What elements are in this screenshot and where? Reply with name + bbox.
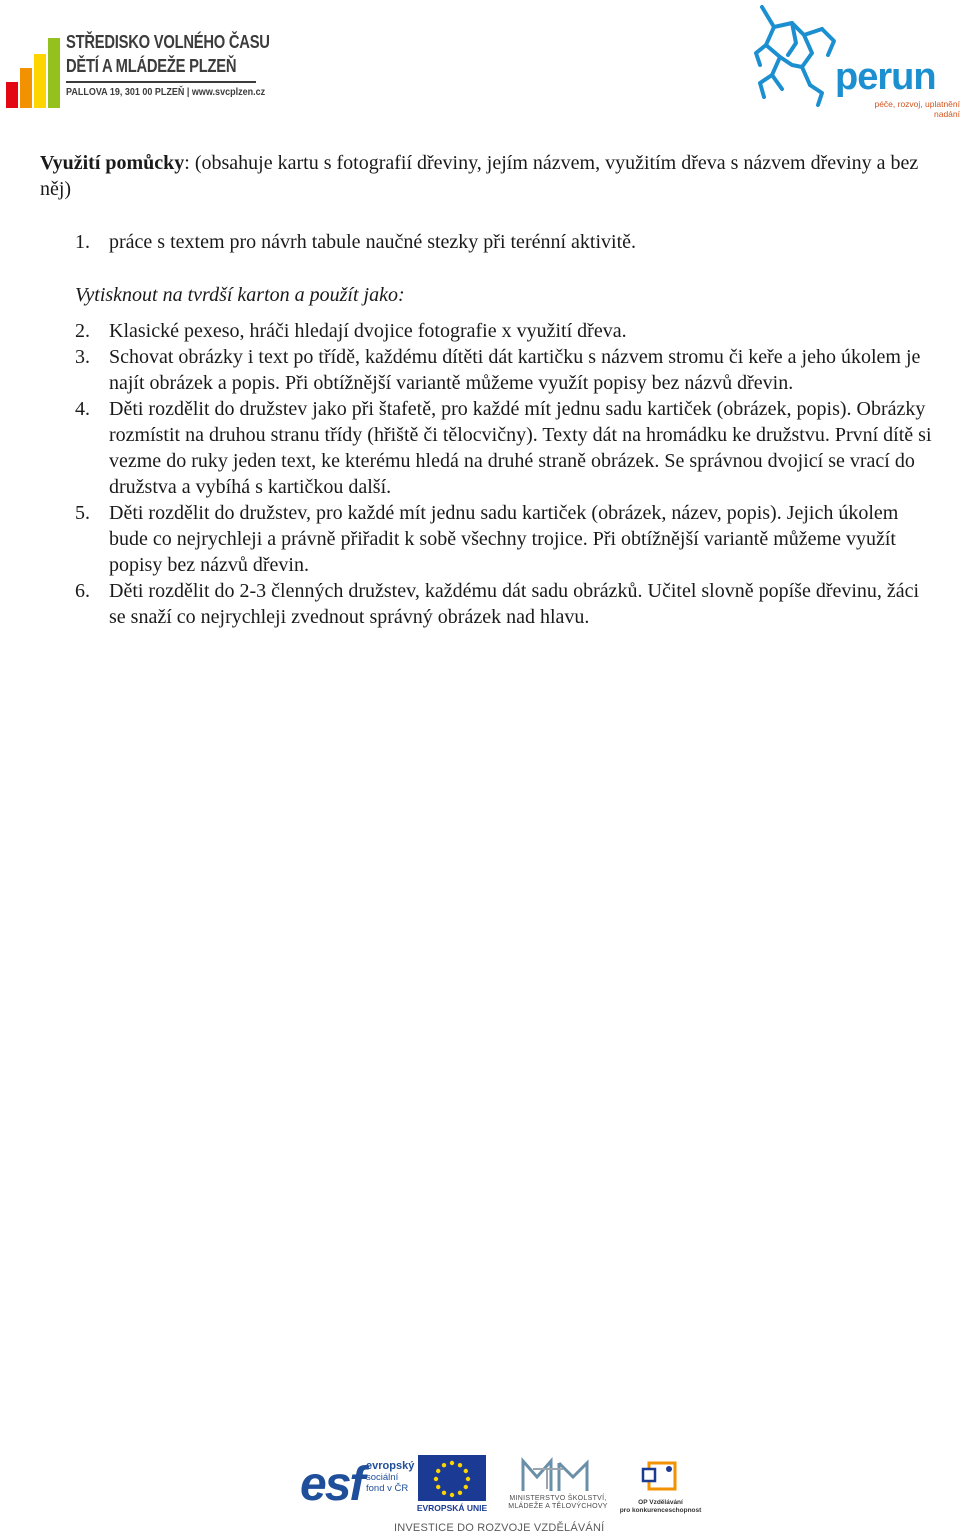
svc-name-line1: STŘEDISKO VOLNÉHO ČASU: [66, 32, 270, 52]
list-item-number: 3.: [75, 346, 90, 368]
perun-lightning-icon: [752, 5, 842, 113]
list-item-text: práce s textem pro návrh tabule naučné stezky při terénní aktivitě.: [109, 231, 637, 253]
eu-flag-icon: [418, 1455, 486, 1501]
list-item-number: 4.: [75, 398, 90, 420]
eu-label: EVROPSKÁ UNIE: [416, 1503, 488, 1513]
op-line2: pro konkurenceschopnost: [619, 1506, 702, 1514]
svc-address: PALLOVA 19, 301 00 PLZEŇ | www.svcplzen.cz: [66, 87, 266, 98]
msmt-line2: MLÁDEŽE A TĚLOVÝCHOVY: [508, 1503, 608, 1510]
list-item: [40, 229, 940, 255]
list-item-number: 5.: [75, 502, 90, 524]
list-item-text: Děti rozdělit do družstev jako při štafetě, pro každé mít jednu sadu kartiček (obrázek, popis). Obrázky rozmístit na druhou stranu třídy (hřiště či tělocvičny). Texty dát na hromádku ke družstvu. První dítě si vezme do ruky jeden text, ke kterému hledá na druhé straně obrázek. Se správnou dvojicí se vrací do družstva a vybíhá s kartičkou další.: [109, 398, 932, 498]
eu-logo: [418, 1455, 486, 1517]
op-vk-mark-icon: [623, 1457, 698, 1497]
msmt-label: [503, 1495, 613, 1511]
op-vk-logo: [619, 1457, 702, 1517]
list-item-number: 2.: [75, 320, 90, 342]
esf-mark: esf: [300, 1458, 364, 1511]
op-line1: OP Vzdělávání: [638, 1499, 683, 1506]
msmt-line1: MINISTERSTVO ŠKOLSTVÍ,: [509, 1495, 607, 1502]
list-item: [40, 500, 940, 578]
list-item-text: Děti rozdělit do družstev, pro každé mít jednu sadu kartiček (obrázek, název, popis). Jejich úkolem bude co nejrychleji a právně přiřadit k sobě všechny trojice. Při obtížnější variantě můžeme využít popisy bez názvů dřevin.: [109, 502, 899, 576]
intro-text: : (obsahuje kartu s fotografií dřeviny, jejím názvem, využitím dřeva s názvem dřeviny a bez něj): [40, 152, 919, 200]
subheading: [75, 282, 940, 308]
perun-tagline-line2: nadání: [934, 109, 960, 119]
svc-colored-bars-icon: [4, 30, 62, 110]
list-item: [40, 396, 940, 500]
esf-line3: fond v ČR: [366, 1483, 409, 1494]
perun-tagline: [848, 99, 960, 119]
investment-slogan: INVESTICE DO ROZVOJE VZDĚLÁVÁNÍ: [394, 1522, 605, 1534]
intro-paragraph: [40, 150, 940, 202]
op-vk-label: [619, 1499, 702, 1514]
list-item-text: Schovat obrázky i text po třídě, každému dítěti dát kartičku s názvem stromu či keře a jeho úkolem je najít obrázek a popis. Při obtížnější variantě můžeme využít popisy bez názvů dřevin.: [109, 346, 921, 394]
esf-line2: sociální: [366, 1472, 399, 1483]
perun-logo: [752, 5, 960, 119]
list-item: [40, 578, 940, 630]
eu-stars-icon: [418, 1455, 486, 1501]
subheading-suffix: :: [397, 284, 405, 306]
svc-logo-text: [66, 30, 314, 98]
svc-plzen-logo: [4, 30, 270, 110]
intro-bold-label: Využití pomůcky: [40, 152, 185, 174]
svc-divider: [66, 81, 256, 83]
esf-logo: [300, 1457, 415, 1515]
esf-line1: evropský: [366, 1460, 415, 1472]
list-item-text: Klasické pexeso, hráči hledají dvojice fotografie x využití dřeva.: [109, 320, 627, 342]
esf-text: [366, 1461, 414, 1494]
subheading-italic: Vytisknout na tvrdší karton a použít jako: [75, 284, 398, 306]
svc-name-line2: DĚTÍ A MLÁDEŽE PLZEŇ: [66, 56, 237, 76]
funding-logos-footer: [298, 1455, 702, 1537]
list-item-text: Děti rozdělit do 2-3 členných družstev, každému dát sadu obrázků. Učitel slovně popíše dřevinu, žáci se snaží co nejrychleji zvednout správný obrázek nad hlavu.: [109, 580, 920, 628]
perun-tagline-line1: péče, rozvoj, uplatnění: [874, 99, 960, 109]
perun-wordmark: perun: [835, 56, 936, 98]
list-item: [40, 344, 940, 396]
msmt-mark-icon: [503, 1455, 613, 1495]
document-body: [40, 150, 940, 630]
list-item-number: 6.: [75, 580, 90, 602]
msmt-logo: [503, 1455, 613, 1517]
list-item: [40, 318, 940, 344]
list-item-number: 1.: [75, 231, 90, 253]
